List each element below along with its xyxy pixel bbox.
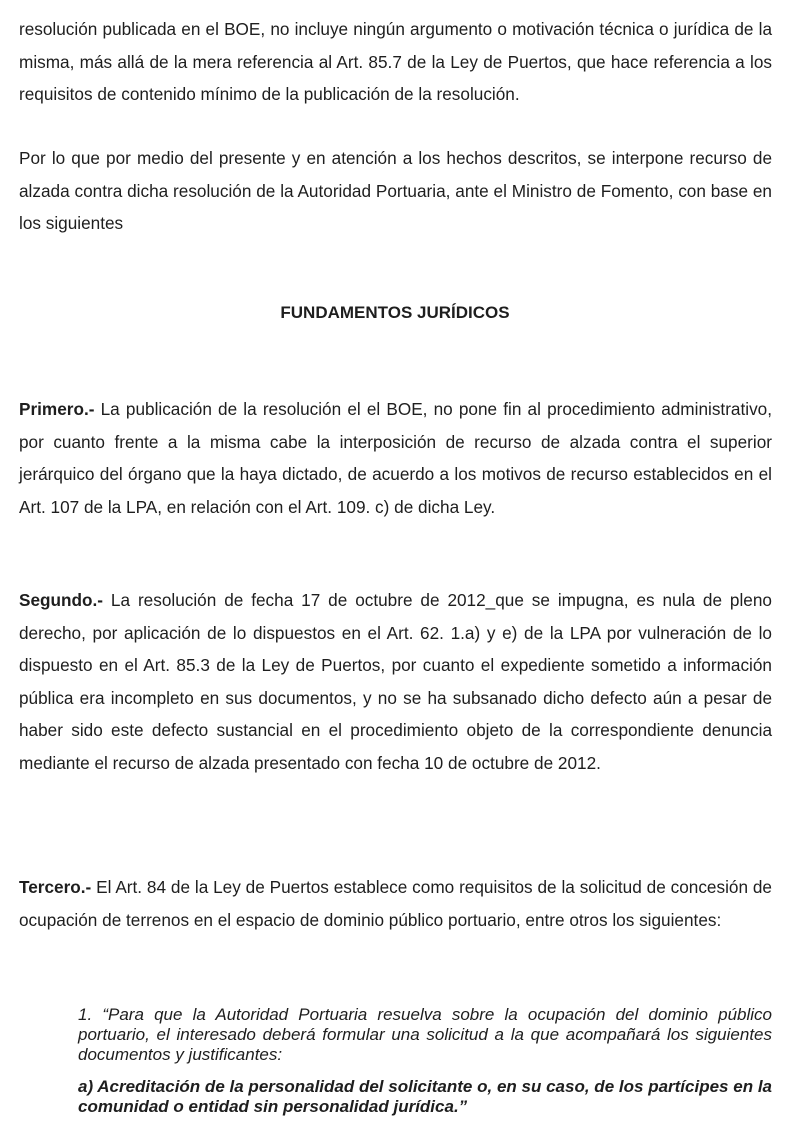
paragraph-recurso: Por lo que por medio del presente y en atención a los hechos descritos, se interpone recurso de alzada contra dicha resolución de la Autoridad Portuaria, ante el Ministro de Fomento, con base en los siguientes [19,148,772,234]
fundamento-segundo-text: La resolución de fecha 17 de octubre de 2012_que se impugna, es nula de pleno derecho, por aplicación de lo dispuestos en el Art. 62. 1.a) y e) de la LPA por vulneración de lo dispuesto en el Art. 85.3 de la Ley de Puertos, por cuanto el expediente sometido a información pública era incompleto en sus documentos, y no se ha subsanado dicho defecto aún a pesar de haber sido este defecto sustancial en el procedimiento objeto de la correspondiente denuncia mediante el recurso de alzada presentado con fecha 10 de octubre de 2012. [19,590,772,773]
fundamento-tercero-text: El Art. 84 de la Ley de Puertos establece como requisitos de la solicitud de concesión de ocupación de terrenos en el espacio de dominio público portuario, entre otros los siguientes: [19,877,772,930]
fundamento-segundo-lead: Segundo.- [19,590,104,610]
fundamento-primero-lead: Primero.- [19,399,95,419]
paragraph-intro: resolución publicada en el BOE, no incluye ningún argumento o motivación técnica o jurídica de la misma, más allá de la mera referencia al Art. 85.7 de la Ley de Puertos, que hace referencia a los requisitos de contenido mínimo de la publicación de la resolución. [19,19,772,105]
quote-item-a: a) Acreditación de la personalidad del solicitante o, en su caso, de los partícipes en la comunidad o entidad sin personalidad jurídica.” [78,1077,772,1117]
fundamento-primero-text: La publicación de la resolución el el BOE, no pone fin al procedimiento administrativo, por cuanto frente a la misma cabe la interposición de recurso de alzada contra el superior jerárquico del órgano que la haya dictado, de acuerdo a los motivos de recurso establecidos en el Art. 107 de la LPA, en relación con el Art. 109. c) de dicha Ley. [19,399,772,517]
fundamento-tercero-lead: Tercero.- [19,877,92,897]
fundamento-segundo [19,584,772,780]
section-heading: FUNDAMENTOS JURÍDICOS [280,303,510,322]
quote-item-1: 1. “Para que la Autoridad Portuaria resuelva sobre la ocupación del dominio público portuario, el interesado deberá formular una solicitud a la que acompañará los siguientes documentos y justificantes: [78,1005,772,1065]
fundamento-primero [19,393,772,523]
fundamento-tercero [19,871,772,936]
